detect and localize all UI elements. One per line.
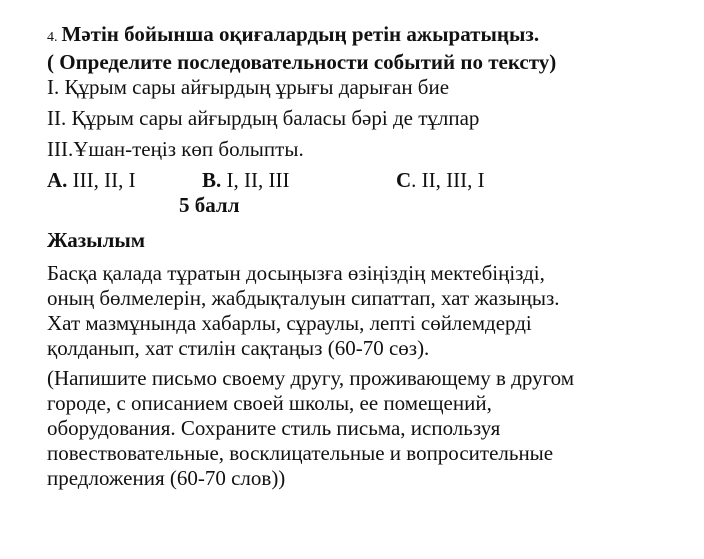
task-ru-line: оборудования. Сохраните стиль письма, используя [47, 416, 501, 440]
answer-option-b [202, 168, 396, 193]
task-ru-line: городе, с описанием своей школы, ее помещений, [47, 391, 492, 415]
task-kz-line: Хат мазмұнында хабарлы, сұраулы, лепті сөйлемдерді [47, 311, 532, 335]
writing-task-kz [47, 261, 694, 361]
answer-options [47, 168, 694, 193]
event-item-3: III.Ұшан-теңіз көп болыпты. [47, 137, 304, 161]
event-item-1: I. Құрым сары айғырдың ұрығы дарыған бие [47, 75, 450, 99]
points-label: 5 балл [179, 193, 240, 217]
task-kz-line: оның бөлмелерін, жабдықталуын сипаттап, хат жазыңыз. [47, 286, 560, 310]
question-title-ru: ( Определите последовательности событий по тексту) [47, 50, 557, 74]
event-item-2: II. Құрым сары айғырдың баласы бәрі де тұлпар [47, 106, 480, 130]
question-title-kz: Мәтін бойынша оқиғалардың ретін ажыратыңыз. [61, 22, 540, 46]
answer-text-a: III, II, I [67, 168, 136, 192]
answer-letter-b: B. [202, 168, 222, 192]
task-ru-line: повествовательные, восклицательные и вопросительные [47, 441, 554, 465]
task-ru-line: (Напишите письмо своему другу, проживающему в другом [47, 366, 575, 390]
answer-letter-c: C [396, 168, 412, 192]
answer-option-a [47, 168, 202, 193]
answer-text-b: I, II, III [221, 168, 290, 192]
task-kz-line: қолданып, хат стилін сақтаңыз (60-70 сөз). [47, 336, 430, 360]
answer-option-c [396, 168, 485, 193]
section-title-writing: Жазылым [47, 228, 146, 252]
task-kz-line: Басқа қалада тұратын досыңызға өзіңіздің мектебіңізді, [47, 261, 545, 285]
answer-letter-a: A. [47, 168, 68, 192]
writing-task-ru [47, 366, 694, 491]
question-number: 4. [47, 30, 58, 45]
task-ru-line: предложения (60-70 слов)) [47, 466, 286, 490]
answer-text-c: . II, III, I [411, 168, 485, 192]
question-heading [47, 22, 694, 50]
